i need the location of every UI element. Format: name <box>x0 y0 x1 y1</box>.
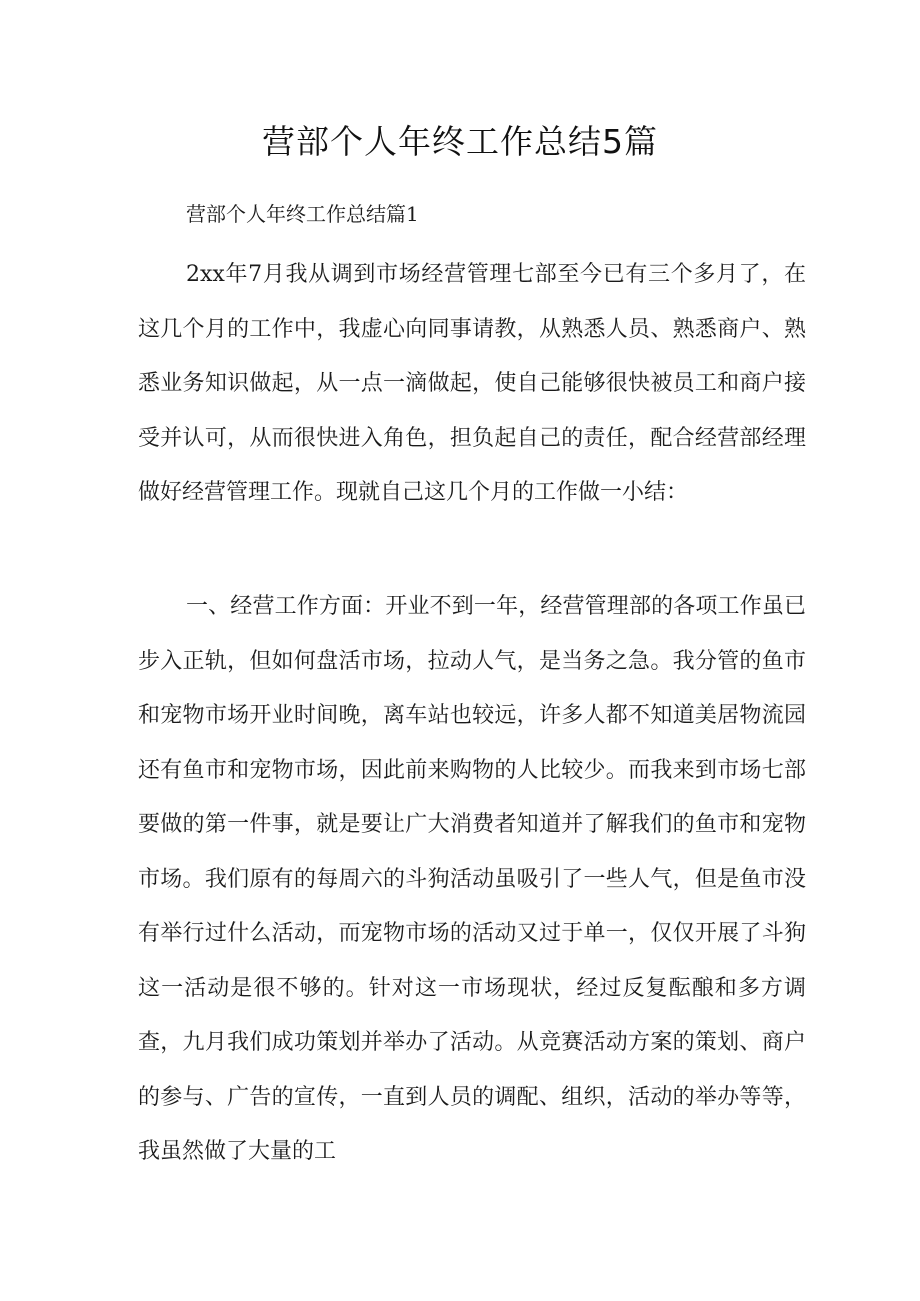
section-heading: 营部个人年终工作总结篇1 <box>186 202 419 226</box>
paragraph-intro: 2xx年7月我从调到市场经营管理七部至今已有三个多月了，在这几个月的工作中，我虚心向同事请教，从熟悉人员、熟悉商户、熟悉业务知识做起，从一点一滴做起，使自己能够很快被员工和商户接受并认可，从而很快进入角色，担负起自己的责任，配合经营部经理做好经营管理工作。现就自己这几个月的工作做一小结： <box>138 262 806 505</box>
paragraph-business-work: 一、经营工作方面：开业不到一年，经营管理部的各项工作虽已步入正轨，但如何盘活市场，拉动人气，是当务之急。我分管的鱼市和宠物市场开业时间晚，离车站也较远，许多人都不知道美居物流园还有鱼市和宠物市场，因此前来购物的人比较少。而我来到市场七部要做的第一件事，就是要让广大消费者知道并了解我们的鱼市和宠物市场。我们原有的每周六的斗狗活动虽吸引了一些人气，但是鱼市没有举行过什么活动，而宠物市场的活动又过于单一，仅仅开展了斗狗这一活动是很不够的。针对这一市场现状，经过反复酝酿和多方调查，九月我们成功策划并举办了活动。从竞赛活动方案的策划、商户的参与、广告的宣传，一直到人员的调配、组织，活动的举办等等，我虽然做了大量的工 <box>138 594 806 1164</box>
document-title: 营部个人年终工作总结5篇 <box>262 122 658 161</box>
